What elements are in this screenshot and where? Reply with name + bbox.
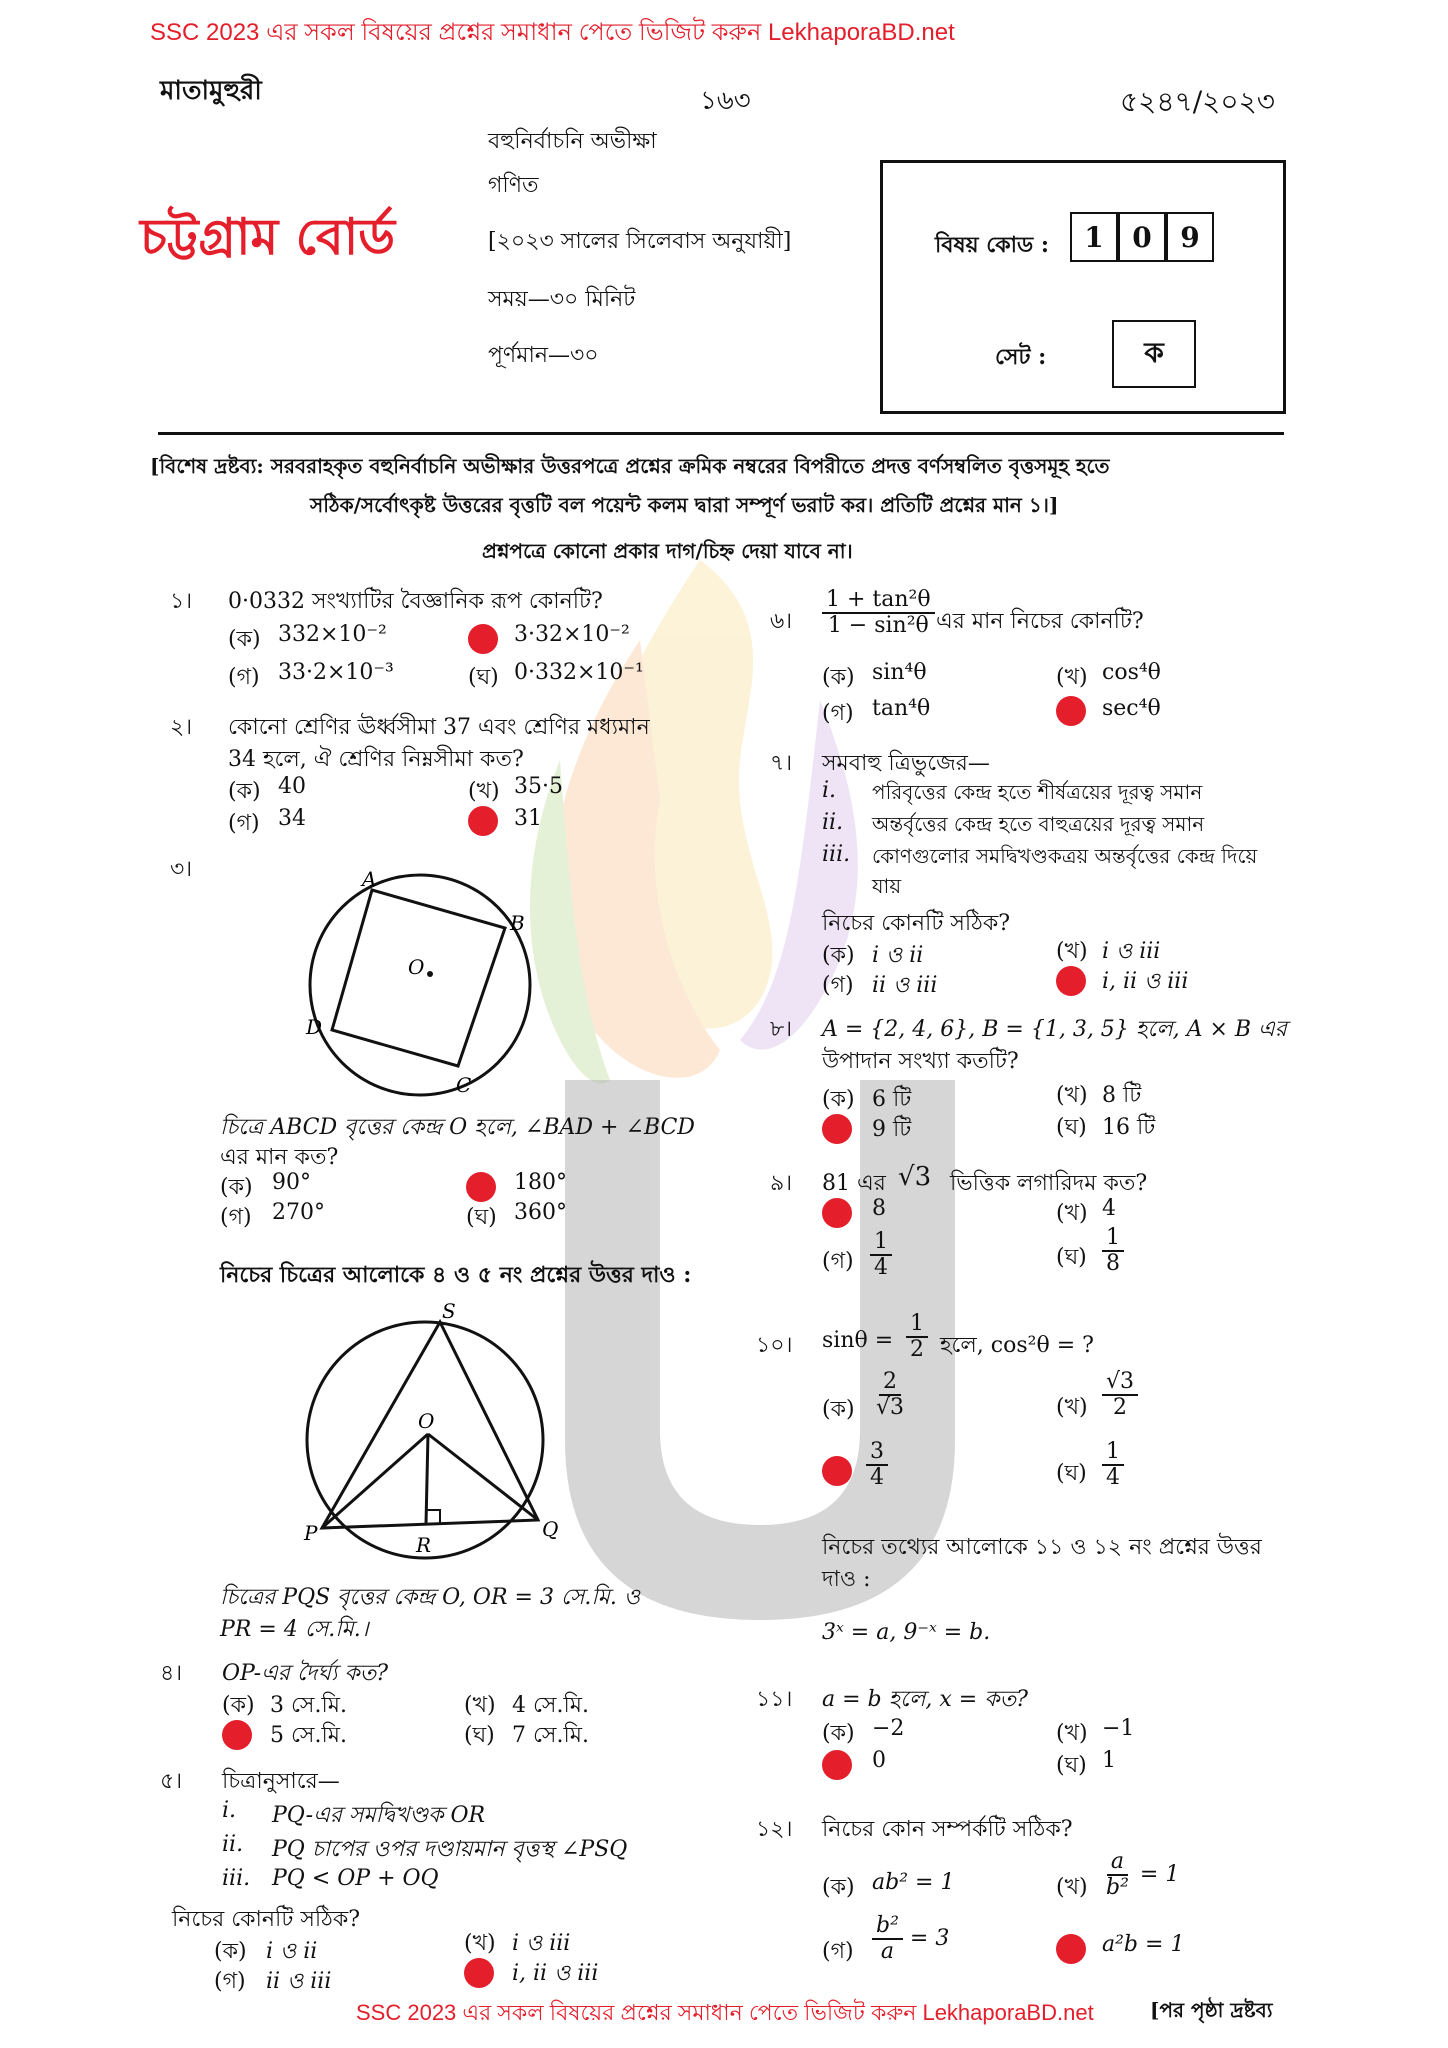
exam-type: বহুনির্বাচনি অভীক্ষা [488,129,657,154]
q3-label-c: C [456,1073,472,1097]
exam-time: সময়—৩০ মিনিট [488,287,636,312]
q2-option-c: 34 [278,806,306,831]
q6-option-a: sin⁴θ [872,660,927,685]
q8-option-b-label: (খ) [1056,1083,1088,1108]
q9-text-pre: 81 এর [822,1171,886,1196]
divider [158,432,1284,435]
page-number: ১৬৩ [700,86,751,116]
q7-stmt-iii-label: iii. [822,842,851,867]
q9-c-den: 4 [874,1255,888,1281]
q10-fraction [906,1312,928,1362]
q9-d-den: 8 [1106,1251,1120,1277]
q8-option-d-label: (ঘ) [1056,1115,1087,1140]
q12-b-num: a [1107,1850,1128,1876]
subject-code-digit-2: 0 [1118,212,1166,262]
q7-stmt-ii: অন্তর্বৃত্তের কেন্দ্র হতে বাহুত্রয়ের দূরত্ব সমান [872,812,1205,836]
q9-option-b-label: (খ) [1056,1201,1088,1226]
q3-option-a: 90° [272,1170,311,1195]
q4-answer-mark [222,1720,252,1750]
q1-option-d: 0·332×10⁻¹ [514,660,644,685]
q8-option-d: 16 টি [1102,1115,1156,1140]
q3-text-2: এর মান কত? [220,1145,339,1170]
q7-option-c: ii ও iii [872,973,938,998]
fig2-label-s: S [442,1300,456,1323]
q7-stmt-i-label: i. [822,778,837,803]
q4-option-d: 7 সে.মি. [512,1723,589,1748]
q9-d-num: 1 [1102,1226,1124,1252]
q12-b-den: b² [1106,1875,1129,1901]
q6-fraction [822,588,935,638]
q12-option-c-label: (গ) [822,1939,854,1964]
q2-answer-mark [468,806,498,836]
q12-text: নিচের কোন সম্পর্কটি সঠিক? [822,1817,1073,1842]
q12-answer-mark [1056,1934,1086,1964]
subject-code-label: বিষয় কোড : [935,232,1049,258]
q5-option-d: i, ii ও iii [512,1961,599,1986]
q10-c-den: 4 [870,1465,884,1491]
q6-option-b-label: (খ) [1056,665,1088,690]
q9-c-num: 1 [870,1230,892,1256]
q3-option-a-label: (ক) [220,1175,253,1200]
q11-option-b: −1 [1102,1716,1135,1741]
q3-number: ৩। [170,857,193,882]
q5-text: চিত্রানুসারে— [222,1769,340,1794]
q2-text-2: 34 হলে, ঐ শ্রেণির নিম্নসীমা কত? [228,747,524,772]
q1-text: 0·0332 সংখ্যাটির বৈজ্ঞানিক রূপ কোনটি? [228,589,603,614]
q3-option-b: 180° [514,1170,567,1195]
q1-option-b: 3·32×10⁻² [514,622,630,647]
q10-a-num: 2 [879,1370,901,1396]
q7-option-b-label: (খ) [1056,939,1088,964]
paper-code: ৫২৪৭/২০২৩ [1120,85,1276,118]
q9-option-a: 8 [872,1196,886,1221]
intro-11-12-equation: 3ˣ = a, 9⁻ˣ = b. [822,1620,991,1645]
q11-option-b-label: (খ) [1056,1721,1088,1746]
q5-stmt-ii-label: ii. [222,1832,244,1857]
q7-option-a-label: (ক) [822,943,855,968]
code-box [880,160,1286,414]
q10-b-den: 2 [1113,1395,1127,1421]
q7-stmt-iii-1: কোণগুলোর সমদ্বিখণ্ডকত্রয় অন্তর্বৃত্তের কেন্দ্র দিয়ে [872,844,1258,868]
q10-b-num: √3 [1102,1370,1138,1396]
q2-option-b: 35·5 [514,774,563,799]
instruction-line-3: প্রশ্নপত্রে কোনো প্রকার দাগ/চিহ্ন দেয়া যাবে না। [482,539,853,563]
q3-label-d: D [306,1015,323,1039]
q9-root: √3 [898,1162,932,1192]
q5-stmt-iii-label: iii. [222,1866,251,1891]
q7-ask: নিচের কোনটি সঠিক? [822,911,1011,936]
q7-stmt-i: পরিবৃত্তের কেন্দ্র হতে শীর্ষত্রয়ের দূরত্ব সমান [872,780,1203,804]
q11-answer-mark [822,1750,852,1780]
q5-option-a-label: (ক) [214,1939,247,1964]
q1-option-c: 33·2×10⁻³ [278,660,394,685]
subject: গণিত [488,173,539,198]
q11-option-a-label: (ক) [822,1721,855,1746]
q8-number: ৮। [770,1017,793,1042]
q4-option-c: 5 সে.মি. [270,1723,347,1748]
q5-stmt-iii: PQ < OP + OQ [272,1866,439,1891]
q7-option-d: i, ii ও iii [1102,969,1189,994]
q12-option-d: a²b = 1 [1102,1932,1185,1957]
q3-option-c: 270° [272,1200,325,1225]
q10-d-num: 1 [1102,1440,1124,1466]
q3-option-d-label: (ঘ) [466,1205,497,1230]
q6-option-b: cos⁴θ [1102,660,1161,685]
q1-number: ১। [170,589,193,614]
q2-option-c-label: (গ) [228,811,260,836]
q9-text-post: ভিত্তিক লগারিদম কত? [950,1171,1148,1196]
q7-stmt-ii-label: ii. [822,810,844,835]
q11-option-a: −2 [872,1716,905,1741]
q4-text: OP-এর দৈর্ঘ্য কত? [222,1661,389,1686]
q5-number: ৫। [160,1769,183,1794]
q6-denominator: 1 − sin²θ [827,613,929,639]
q7-option-a: i ও ii [872,943,924,968]
q5-stmt-i-label: i. [222,1798,237,1823]
q2-option-a: 40 [278,774,306,799]
q10-option-c [866,1440,888,1490]
instruction-line-2: সঠিক/সর্বোৎকৃষ্ট উত্তরের বৃত্তটি বল পয়েন্ট কলম দ্বারা সম্পূর্ণ ভরাট কর। প্রতিটি প্রশ্নের মান ১।] [310,493,1059,517]
q1-answer-mark [468,624,498,654]
q12-option-a: ab² = 1 [872,1870,955,1895]
q7-stmt-iii-2: যায় [872,874,902,898]
q2-text-1: কোনো শ্রেণির ঊর্ধ্বসীমা 37 এবং শ্রেণির মধ্যমান [228,715,650,740]
intro-11-12-line-1: নিচের তথ্যের আলোকে ১১ ও ১২ নং প্রশ্নের উত্তর [822,1535,1262,1560]
q10-option-a [872,1370,908,1420]
q2-option-d: 31 [514,806,542,831]
q5-stmt-i: PQ-এর সমদ্বিখণ্ডক OR [272,1803,486,1828]
q5-option-b-label: (খ) [464,1931,496,1956]
q10-d-den: 4 [1106,1465,1120,1491]
fig2-label-r: R [416,1533,432,1557]
q9-option-d [1102,1226,1124,1276]
q12-b-tail: = 1 [1139,1862,1180,1888]
q12-option-c [872,1914,949,1964]
q4-5-figure [290,1300,560,1560]
q10-den: 2 [910,1337,924,1363]
q8-option-b: 8 টি [1102,1083,1142,1108]
promo-banner-bottom: SSC 2023 এর সকল বিষয়ের প্রশ্নের সমাধান পেতে ভিজিট করুন LekhaporaBD.net [356,2000,1094,2025]
q6-answer-mark [1056,696,1086,726]
q5-ask: নিচের কোনটি সঠিক? [172,1907,361,1932]
q12-c-num: b² [872,1914,903,1940]
q4-option-a: 3 সে.মি. [270,1693,347,1718]
board-title: চট্টগ্রাম বোর্ড [140,208,396,266]
q2-option-b-label: (খ) [468,779,500,804]
q8-text-1: A = {2, 4, 6}, B = {1, 3, 5} হলে, A × B এর [822,1017,1287,1042]
q5-option-b: i ও iii [512,1931,571,1956]
q8-text-2: উপাদান সংখ্যা কতটি? [822,1049,1019,1074]
full-marks: পূর্ণমান—৩০ [488,343,599,368]
q8-option-c: 9 টি [872,1117,912,1142]
q10-c-num: 3 [866,1440,888,1466]
q3-option-c-label: (গ) [220,1205,252,1230]
q8-option-a: 6 টি [872,1087,912,1112]
q5-answer-mark [464,1958,494,1988]
q10-num: 1 [906,1312,928,1338]
q10-post: হলে, cos²θ = ? [940,1333,1094,1358]
q4-option-b-label: (খ) [464,1693,496,1718]
next-page-note: [পর পৃষ্ঠা দ্রষ্টব্য [1150,1998,1273,2022]
q7-number: ৭। [770,751,793,776]
fig2-text-1: চিত্রের PQS বৃত্তের কেন্দ্র O, OR = 3 সে.মি. ও [220,1585,641,1610]
set-value: ক [1112,320,1196,388]
q5-option-c-label: (গ) [214,1969,246,1994]
q5-option-a: i ও ii [266,1939,318,1964]
q12-c-tail: = 3 [909,1926,950,1952]
q9-option-c [870,1230,892,1280]
q3-answer-mark [466,1172,496,1202]
q11-text: a = b হলে, x = কত? [822,1687,1028,1712]
q6-number: ৬। [770,609,793,634]
q11-option-c: 0 [872,1748,886,1773]
subject-code-digit-1: 1 [1070,212,1118,262]
q9-option-b: 4 [1102,1196,1116,1221]
fig2-label-o: O [418,1409,435,1433]
q11-option-d: 1 [1102,1748,1116,1773]
q6-tail: এর মান নিচের কোনটি? [936,609,1144,634]
q10-option-b [1102,1370,1138,1420]
fig2-label-p: P [304,1521,318,1545]
q7-text: সমবাহু ত্রিভুজের— [822,751,990,776]
q7-option-c-label: (গ) [822,973,854,998]
q3-option-d: 360° [514,1200,567,1225]
q4-option-b: 4 সে.মি. [512,1693,589,1718]
fig2-text-2: PR = 4 সে.মি.। [220,1617,369,1642]
q5-option-c: ii ও iii [266,1969,332,1994]
q1-option-a-label: (ক) [228,627,261,652]
q11-option-d-label: (ঘ) [1056,1753,1087,1778]
q12-option-b-label: (খ) [1056,1875,1088,1900]
q1-option-a: 332×10⁻² [278,622,387,647]
q1-option-d-label: (ঘ) [468,665,499,690]
q10-a-den: √3 [876,1395,905,1421]
q4-option-d-label: (ঘ) [464,1723,495,1748]
q3-label-a: A [362,870,377,891]
q12-option-a-label: (ক) [822,1875,855,1900]
q10-option-d [1102,1440,1124,1490]
q2-number: ২। [170,715,193,740]
q6-option-c: tan⁴θ [872,696,931,721]
q6-option-a-label: (ক) [822,665,855,690]
q10-number: ১০। [756,1333,793,1358]
q6-option-d: sec⁴θ [1102,696,1161,721]
q9-option-c-label: (গ) [822,1249,854,1274]
q7-answer-mark [1056,966,1086,996]
q3-label-b: B [510,911,525,935]
syllabus-note: [২০২৩ সালের সিলেবাস অনুযায়ী] [488,229,792,254]
q10-option-d-label: (ঘ) [1056,1461,1087,1486]
q3-figure [290,870,550,1100]
q3-text-1: চিত্রে ABCD বৃত্তের কেন্দ্র O হলে, ∠BAD + ∠BCD [220,1115,695,1140]
q4-option-a-label: (ক) [222,1693,255,1718]
q6-numerator: 1 + tan²θ [822,588,935,614]
q10-option-b-label: (খ) [1056,1395,1088,1420]
subject-code-digit-3: 9 [1166,212,1214,262]
q11-number: ১১। [756,1687,793,1712]
intro-4-5: নিচের চিত্রের আলোকে ৪ ও ৫ নং প্রশ্নের উত্তর দাও : [220,1262,692,1288]
header-left-label: মাতামুহুরী [160,76,262,106]
q9-number: ৯। [770,1171,793,1196]
q6-option-c-label: (গ) [822,701,854,726]
q5-stmt-ii: PQ চাপের ওপর দণ্ডায়মান বৃত্তস্থ ∠PSQ [272,1837,628,1862]
q10-pre: sinθ = [822,1328,894,1353]
intro-11-12-line-2: দাও : [822,1567,871,1592]
q9-answer-mark [822,1198,852,1228]
q12-number: ১২। [756,1817,793,1842]
set-label: সেট : [995,344,1047,370]
q8-answer-mark [822,1114,852,1144]
q10-option-a-label: (ক) [822,1397,855,1422]
q3-label-o: O [408,955,425,979]
q7-option-b: i ও iii [1102,939,1161,964]
fig2-label-q: Q [542,1517,559,1541]
q8-option-a-label: (ক) [822,1087,855,1112]
q1-option-c-label: (গ) [228,665,260,690]
q4-number: ৪। [160,1661,183,1686]
q10-answer-mark [822,1456,852,1486]
q9-option-d-label: (ঘ) [1056,1245,1087,1270]
q12-option-b [1102,1850,1179,1900]
q2-option-a-label: (ক) [228,779,261,804]
instruction-line-1: [বিশেষ দ্রষ্টব্য: সরবরাহকৃত বহুনির্বাচনি অভীক্ষার উত্তরপত্রে প্রশ্নের ক্রমিক নম্বরের বিপরীতে প্রদত্ত বর্ণসম্বলিত বৃত্তসমূহ হতে [150,454,1110,478]
q12-c-den: a [880,1939,895,1965]
promo-banner-top: SSC 2023 এর সকল বিষয়ের প্রশ্নের সমাধান পেতে ভিজিট করুন LekhaporaBD.net [150,19,955,46]
